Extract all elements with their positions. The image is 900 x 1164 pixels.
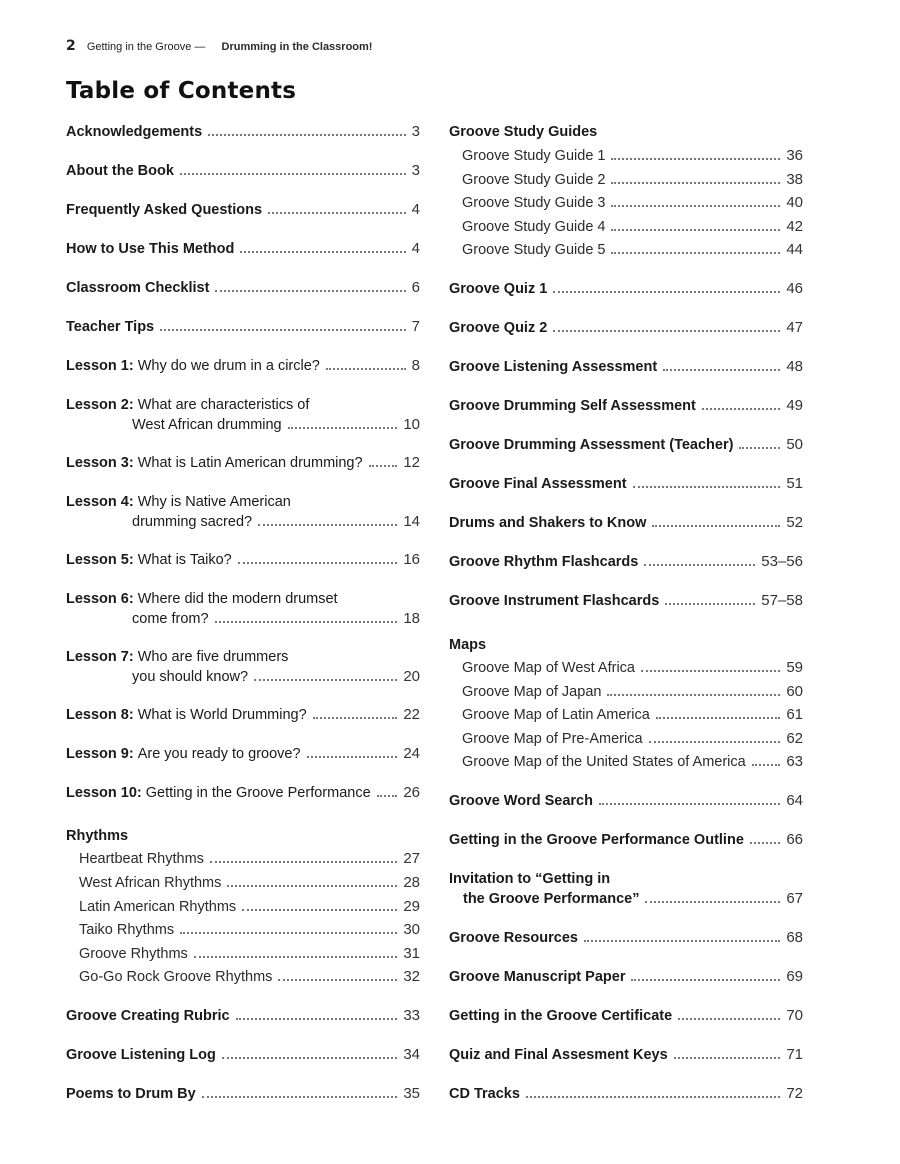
toc-entry: Groove Drumming Assessment (Teacher) 50 — [449, 436, 803, 453]
toc-lesson-5: Lesson 5: What is Taiko? 16 — [66, 551, 420, 568]
toc-lesson-2: Lesson 2: What are characteristics of West African drumming 10 — [66, 397, 420, 433]
toc-lesson-4: Lesson 4: Why is Native American drumming sacred? 14 — [66, 494, 420, 530]
toc-sub-entry: Groove Study Guide 1 36 — [462, 147, 803, 164]
toc-sub-entry: Latin American Rhythms 29 — [79, 898, 420, 915]
toc-entry: Groove Manuscript Paper 69 — [449, 968, 803, 985]
toc-lesson-10: Lesson 10: Getting in the Groove Performance 26 — [66, 784, 420, 801]
toc-entry: Frequently Asked Questions 4 — [66, 201, 420, 218]
toc-entry: Groove Word Search 64 — [449, 792, 803, 809]
section-heading-rhythms: Rhythms — [66, 828, 129, 844]
toc-entry: Groove Resources 68 — [449, 929, 803, 946]
toc-entry: Quiz and Final Assesment Keys 71 — [449, 1046, 803, 1063]
toc-sub-entry: Groove Study Guide 4 42 — [462, 218, 803, 235]
toc-entry: Getting in the Groove Certificate 70 — [449, 1007, 803, 1024]
toc-lesson-6: Lesson 6: Where did the modern drumset come from? 18 — [66, 591, 420, 627]
toc-entry: Groove Creating Rubric 33 — [66, 1007, 420, 1024]
toc-sub-entry: Groove Map of West Africa 59 — [462, 659, 803, 676]
toc-sub-entry: Groove Map of Pre-America 62 — [462, 730, 803, 747]
toc-sub-entry: Groove Map of the United States of America 63 — [462, 753, 803, 770]
toc-entry: Groove Rhythm Flashcards 53–56 — [449, 553, 803, 570]
running-header — [66, 38, 372, 54]
toc-entry: How to Use This Method 4 — [66, 240, 420, 257]
section-heading-study-guides: Groove Study Guides — [449, 124, 598, 140]
toc-lesson-1: Lesson 1: Why do we drum in a circle? 8 — [66, 357, 420, 374]
toc-entry: Groove Listening Log 34 — [66, 1046, 420, 1063]
running-subtitle: Drumming in the Classroom! — [221, 41, 373, 53]
toc-sub-entry: Taiko Rhythms 30 — [79, 921, 420, 938]
toc-entry: Drums and Shakers to Know 52 — [449, 514, 803, 531]
toc-entry: Groove Drumming Self Assessment 49 — [449, 397, 803, 414]
toc-entry: Groove Quiz 2 47 — [449, 319, 803, 336]
toc-entry-invitation: Invitation to “Getting in the Groove Performance” 67 — [449, 871, 803, 907]
toc-entry: Getting in the Groove Performance Outline 66 — [449, 831, 803, 848]
running-title: Getting in the Groove — — [86, 41, 206, 53]
toc-lesson-3: Lesson 3: What is Latin American drumming? 12 — [66, 454, 420, 471]
toc-sub-entry: West African Rhythms 28 — [79, 874, 420, 891]
toc-sub-entry: Groove Study Guide 2 38 — [462, 171, 803, 188]
toc-sub-entry: Groove Study Guide 3 40 — [462, 194, 803, 211]
toc-sub-entry: Groove Map of Latin America 61 — [462, 706, 803, 723]
page-title: Table of Contents — [66, 78, 297, 104]
toc-lesson-7: Lesson 7: Who are five drummers you should know? 20 — [66, 649, 420, 685]
toc-sub-entry: Groove Study Guide 5 44 — [462, 241, 803, 258]
toc-sub-entry: Heartbeat Rhythms 27 — [79, 850, 420, 867]
toc-entry: Groove Quiz 1 46 — [449, 280, 803, 297]
toc-entry: Poems to Drum By 35 — [66, 1085, 420, 1102]
toc-entry: CD Tracks 72 — [449, 1085, 803, 1102]
toc-entry: Teacher Tips 7 — [66, 318, 420, 335]
toc-entry: Groove Final Assessment 51 — [449, 475, 803, 492]
toc-entry: Acknowledgements 3 — [66, 123, 420, 140]
toc-entry: Classroom Checklist 6 — [66, 279, 420, 296]
toc-sub-entry: Groove Rhythms 31 — [79, 945, 420, 962]
toc-entry: Groove Listening Assessment 48 — [449, 358, 803, 375]
section-heading-maps: Maps — [449, 637, 487, 653]
toc-entry: About the Book 3 — [66, 162, 420, 179]
toc-lesson-8: Lesson 8: What is World Drumming? 22 — [66, 706, 420, 723]
toc-entry: Groove Instrument Flashcards 57–58 — [449, 592, 803, 609]
page-number: 2 — [66, 38, 76, 54]
toc-lesson-9: Lesson 9: Are you ready to groove? 24 — [66, 745, 420, 762]
toc-sub-entry: Groove Map of Japan 60 — [462, 683, 803, 700]
toc-sub-entry: Go-Go Rock Groove Rhythms 32 — [79, 968, 420, 985]
